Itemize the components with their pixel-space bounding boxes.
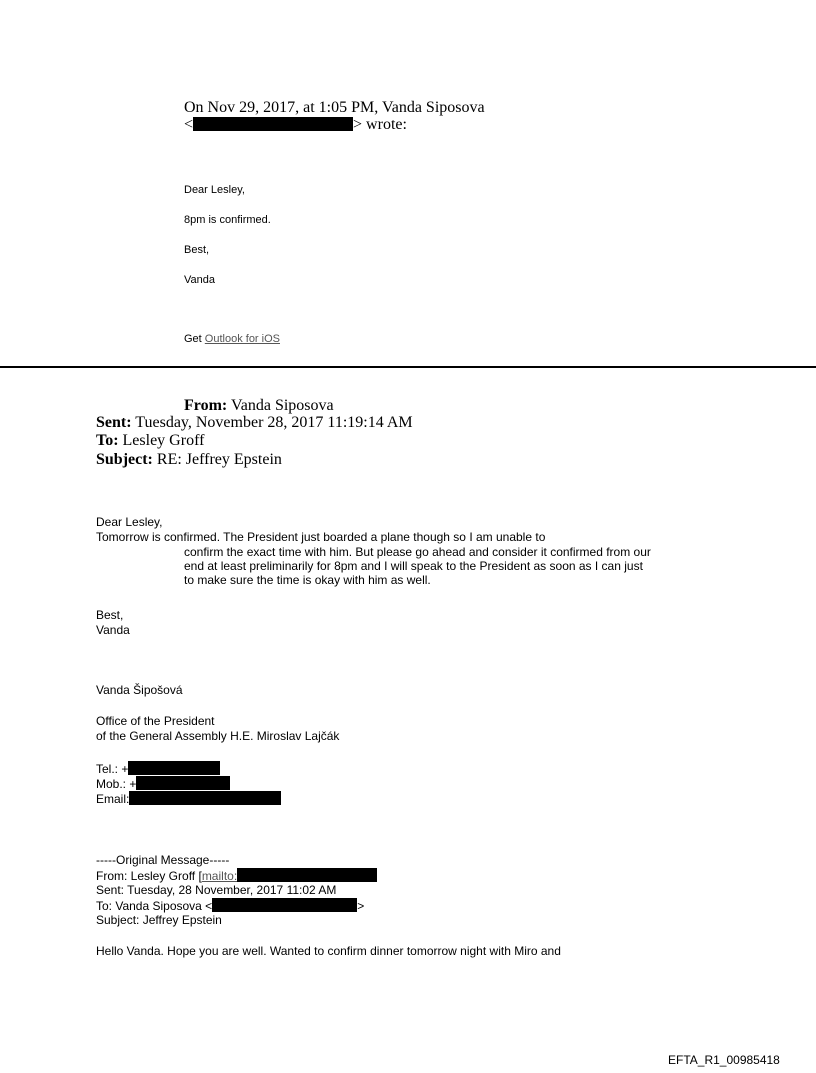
signature-office-line2: of the General Assembly H.E. Miroslav Lajčák: [96, 729, 340, 743]
section-divider: [0, 366, 816, 368]
original-to-label: To: Vanda Siposova <: [96, 899, 213, 913]
document-id: EFTA_R1_00985418: [668, 1053, 780, 1067]
original-message-divider: -----Original Message-----: [96, 853, 230, 867]
outlook-ios-link[interactable]: Outlook for iOS: [204, 333, 280, 345]
original-from: [96, 868, 377, 883]
mailto-link[interactable]: mailto:: [201, 869, 238, 883]
to-label: To:: [96, 432, 119, 449]
redaction-box: [237, 868, 377, 882]
from-label: From:: [184, 397, 228, 414]
signature-tel: [96, 761, 220, 776]
email-sent: [96, 414, 413, 431]
body-name: Vanda: [96, 623, 130, 637]
quoted-reply-line1: 8pm is confirmed.: [184, 214, 271, 226]
redaction-box: [193, 117, 353, 131]
to-value: Lesley Groff: [118, 432, 205, 449]
body-greeting: Dear Lesley,: [96, 515, 163, 529]
redaction-box: [212, 898, 357, 912]
quote-header-wrote: > wrote:: [353, 116, 407, 133]
quoted-reply-signoff: Best,: [184, 244, 210, 256]
quoted-reply-name: Vanda: [184, 274, 215, 286]
body-para-first: Tomorrow is confirmed. The President just boarded a plane though so I am unable to: [96, 530, 546, 544]
mob-label: Mob.: +: [96, 777, 137, 791]
quote-header-line1: On Nov 29, 2017, at 1:05 PM, Vanda Siposova: [184, 99, 485, 116]
original-subject: Subject: Jeffrey Epstein: [96, 913, 222, 927]
redaction-box: [129, 791, 281, 805]
email-subject: [96, 451, 282, 468]
tel-label: Tel.: +: [96, 762, 129, 776]
signature-email: [96, 791, 281, 806]
quoted-reply-footer-prefix: Get: [184, 333, 205, 345]
redaction-box: [136, 776, 230, 790]
signature-office-line1: Office of the President: [96, 714, 215, 728]
sent-label: Sent:: [96, 414, 132, 431]
original-to-close: >: [357, 899, 365, 913]
body-para-rest-text: confirm the exact time with him. But please go ahead and consider it confirmed from our end at least preliminarily for 8pm and I will speak to the President as soon as I can just to make sure the time is okay with him as well.: [184, 545, 651, 587]
original-from-label: From: Lesley Groff [: [96, 869, 202, 883]
quote-header-line2: [184, 116, 485, 133]
quoted-reply-footer: [184, 333, 280, 346]
signature-name: Vanda Šipošová: [96, 683, 183, 697]
sent-value: Tuesday, November 28, 2017 11:19:14 AM: [131, 414, 413, 431]
body-para-rest: [96, 545, 656, 587]
from-value: Vanda Siposova: [227, 397, 334, 414]
subject-value: RE: Jeffrey Epstein: [152, 451, 282, 468]
redaction-box: [128, 761, 220, 775]
email-to: [96, 432, 204, 449]
email-from: [184, 397, 334, 414]
body-signoff: Best,: [96, 608, 124, 622]
email-label: Email:: [96, 792, 130, 806]
original-to: [96, 898, 364, 913]
quote-header: [184, 99, 485, 133]
quote-header-open-bracket: <: [184, 116, 194, 133]
original-body: Hello Vanda. Hope you are well. Wanted to confirm dinner tomorrow night with Miro and: [96, 944, 561, 958]
original-sent: Sent: Tuesday, 28 November, 2017 11:02 AM: [96, 883, 337, 897]
quoted-reply-greeting: Dear Lesley,: [184, 184, 245, 196]
subject-label: Subject:: [96, 451, 153, 468]
signature-mob: [96, 776, 230, 791]
